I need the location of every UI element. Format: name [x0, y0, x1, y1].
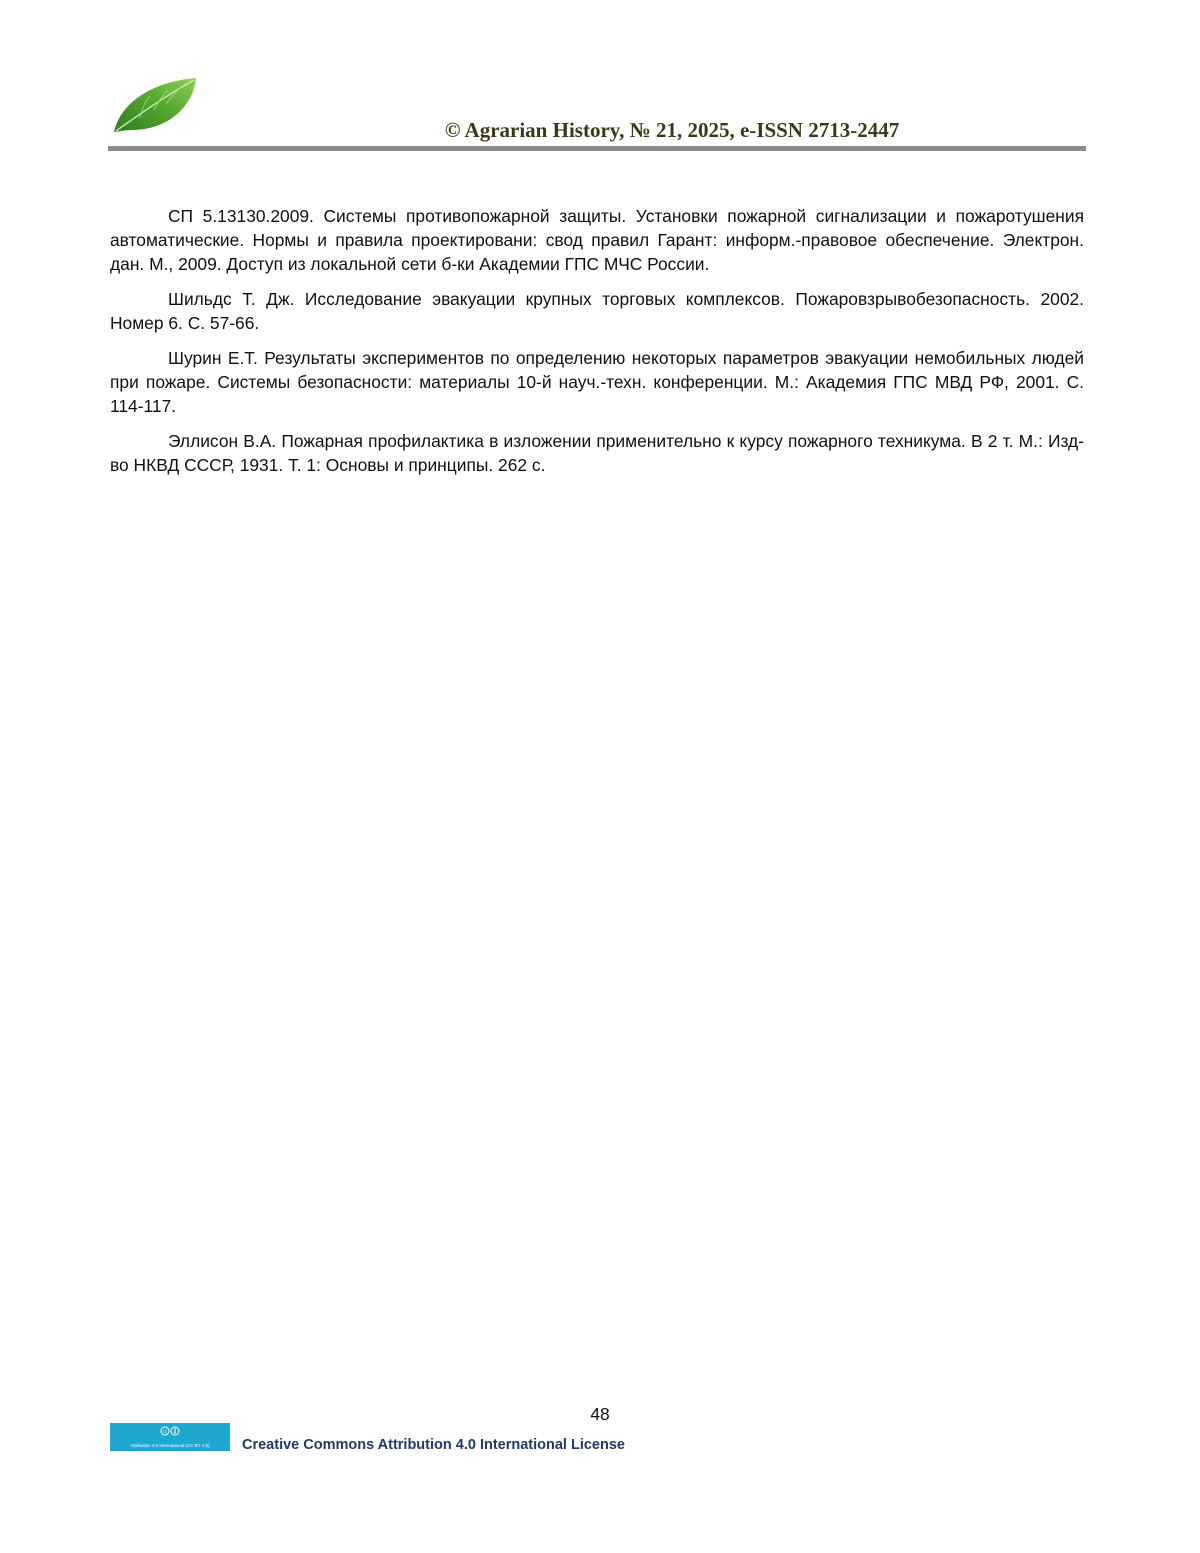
reference-entry: СП 5.13130.2009. Системы противопожарной защиты. Установки пожарной сигнализации и пожаротушения автоматические. Нормы и правила проектировани: свод правил Гарант: информ.-правовое обеспечение. Электрон. дан. М., 2009. Доступ из локальной сети б-ки Академии ГПС МЧС России. — [110, 206, 1084, 274]
header-rule — [108, 146, 1086, 151]
journal-title: © Agrarian History, № 21, 2025, e-ISSN 2713-2447 — [444, 118, 900, 142]
page-header — [108, 70, 1086, 154]
license-link[interactable]: Creative Commons Attribution 4.0 International License — [242, 1437, 625, 1453]
reference-entry: Шильдс Т. Дж. Исследование эвакуации крупных торговых комплексов. Пожаровзрывобезопасность. 2002. Номер 6. С. 57-66. — [110, 289, 1084, 333]
cc-license-badge[interactable] — [110, 1423, 230, 1451]
reference-list — [110, 204, 1084, 488]
reference-entry: Эллисон В.А. Пожарная профилактика в изложении применительно к курсу пожарного техникума. В 2 т. М.: Изд-во НКВД СССР, 1931. Т. 1: Основы и принципы. 262 с. — [110, 431, 1084, 475]
page-number: 48 — [590, 1404, 610, 1424]
badge-text: Attribution 4.0 International (CC BY 4.0) — [130, 1443, 210, 1448]
cc-by-icon — [159, 1426, 181, 1436]
svg-text:cc: cc — [163, 1428, 167, 1434]
reference-entry: Шурин Е.Т. Результаты экспериментов по определению некоторых параметров эвакуации немобильных людей при пожаре. Системы безопасности: материалы 10-й науч.-техн. конференции. М.: Академия ГПС МВД РФ, 2001. С. 114-117. — [110, 348, 1084, 416]
